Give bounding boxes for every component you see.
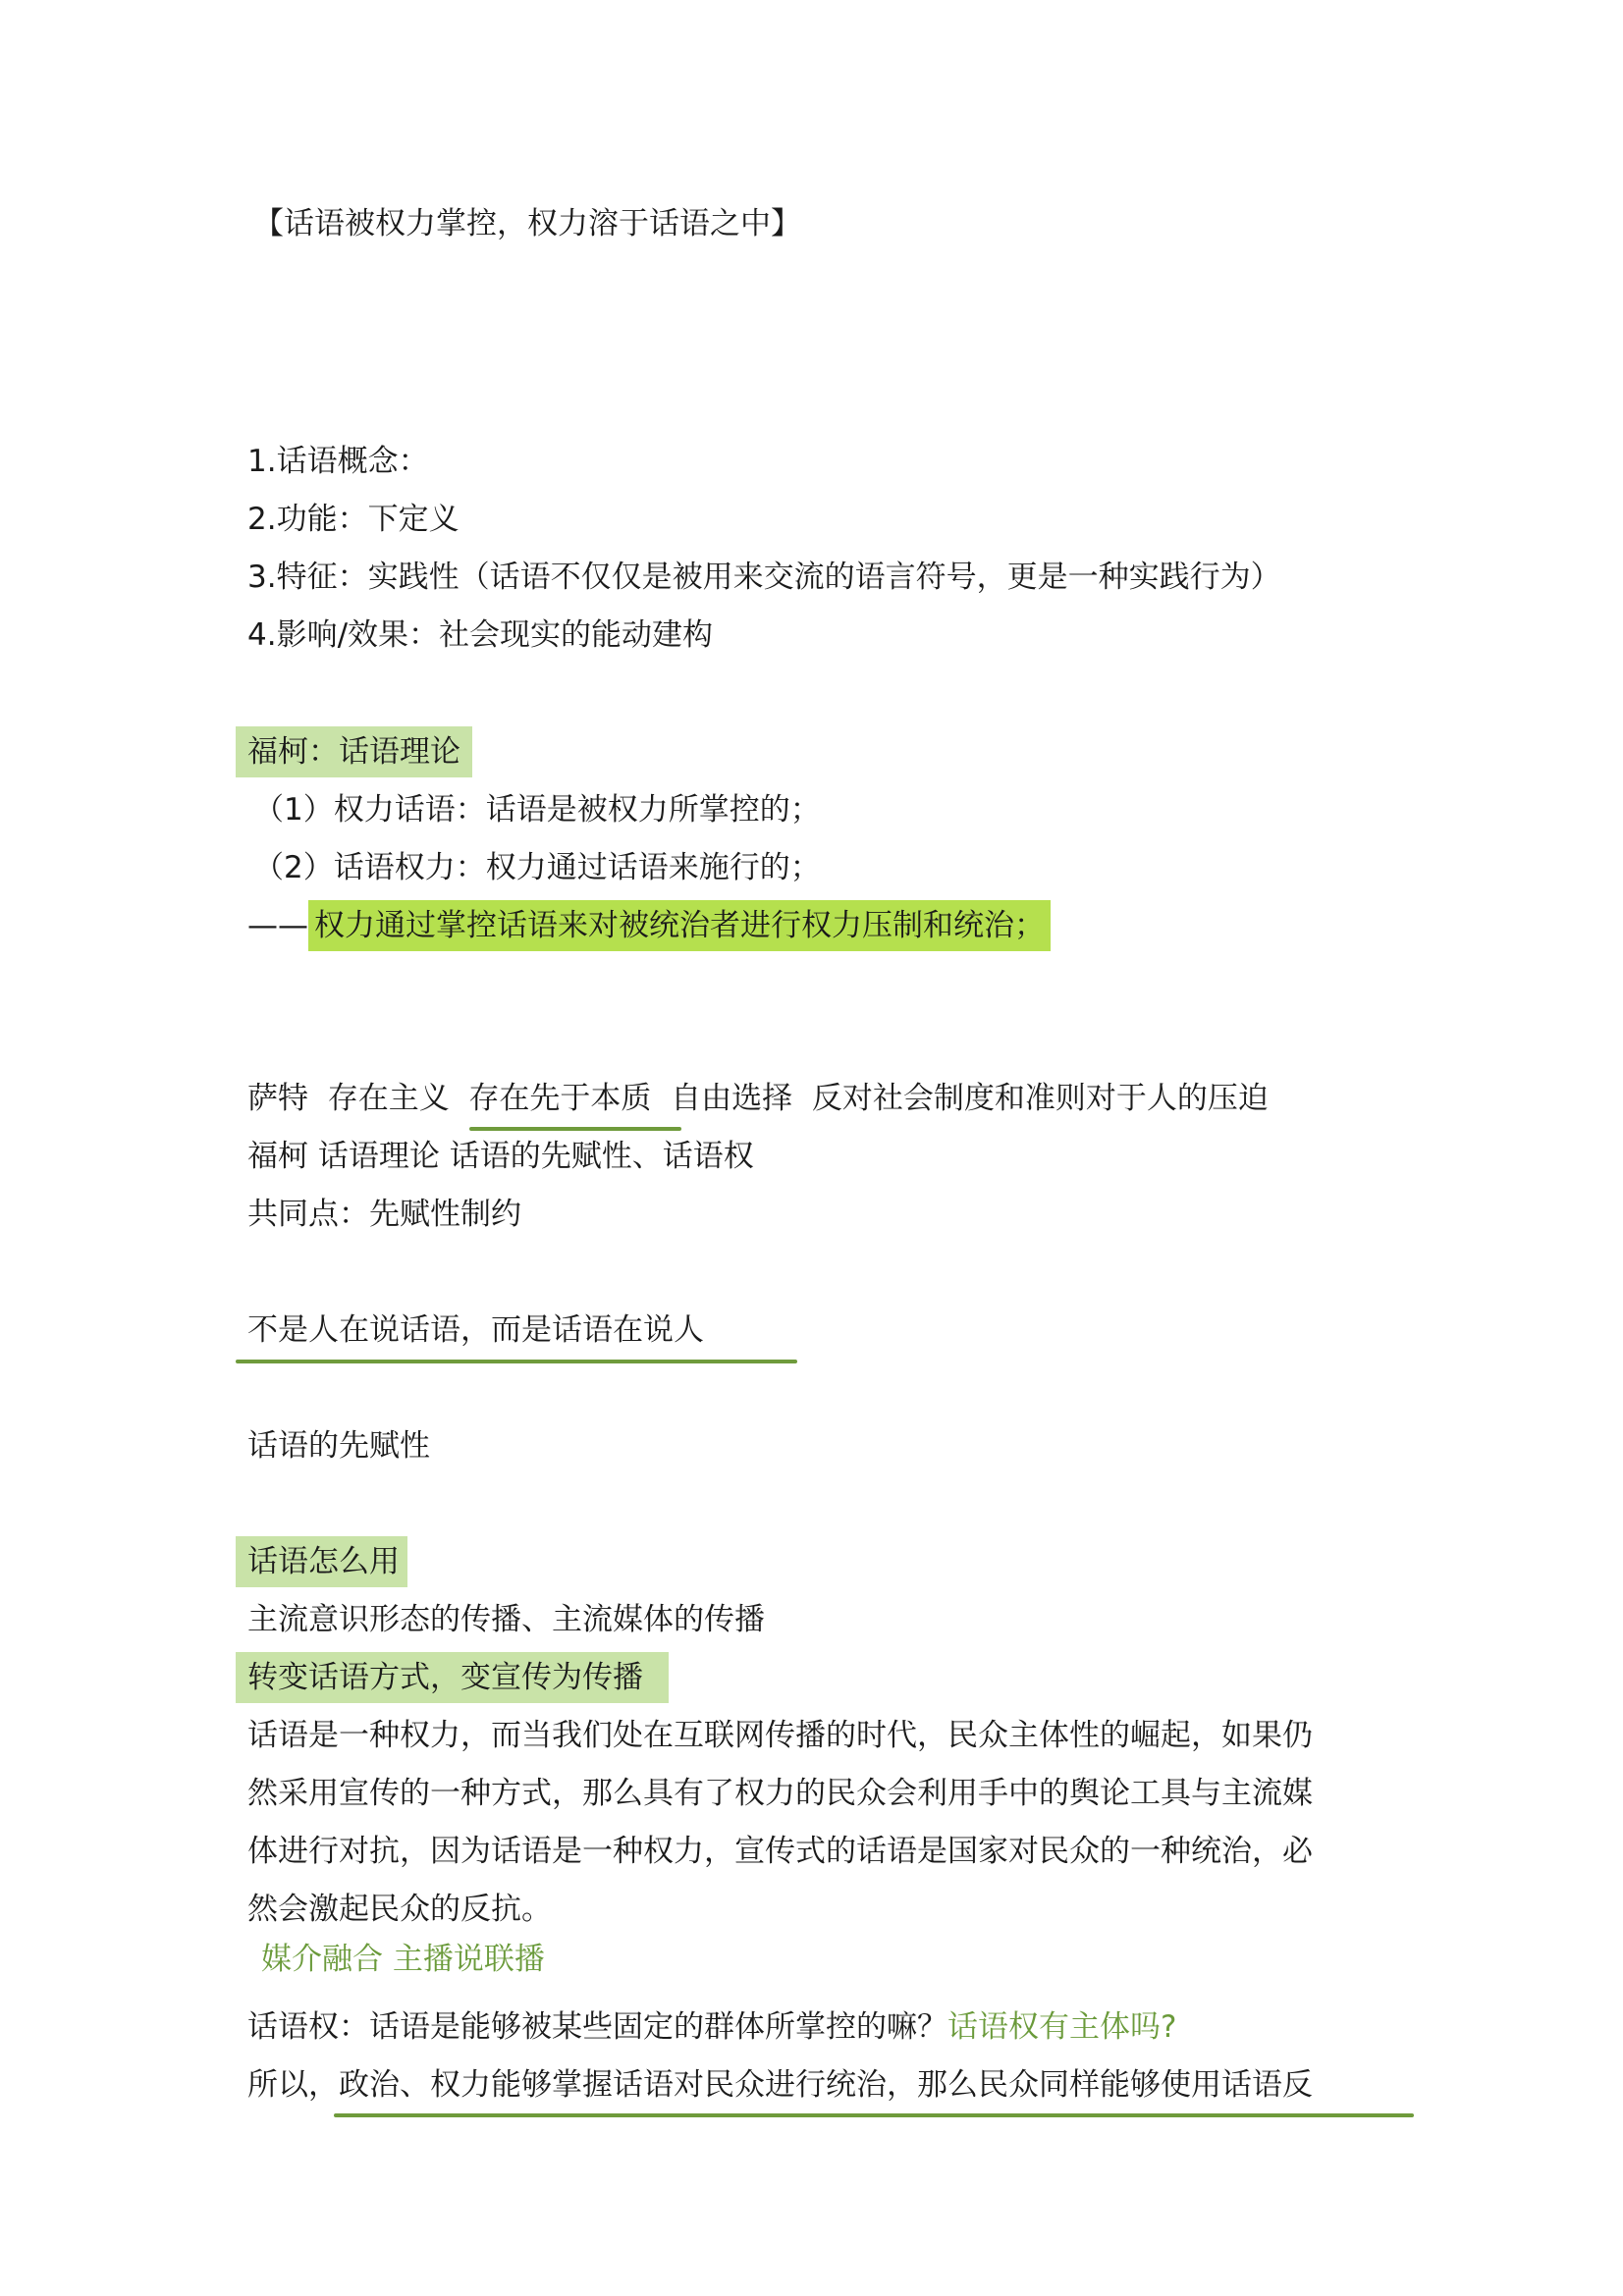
foucault-point-2: （2）话语权力：权力通过话语来施行的； <box>253 850 821 885</box>
sartre-line-part-a: 萨特 存在主义 <box>247 1081 469 1116</box>
priori-text: 话语的先赋性 <box>247 1428 430 1464</box>
foucault-conclusion-text: 权力通过掌控话语来对被统治者进行权力压制和统治； <box>308 900 1051 951</box>
underline-slogan <box>236 1360 797 1363</box>
concept-item-2: 2.功能：下定义 <box>247 502 460 537</box>
foucault-compare-line: 福柯 话语理论 话语的先赋性、话语权 <box>247 1139 754 1174</box>
usage-para-line-2: 然采用宣传的一种方式，那么具有了权力的民众会利用手中的舆论工具与主流媒 <box>247 1776 1313 1811</box>
foucault-heading-text: 福柯：话语理论 <box>236 726 472 777</box>
usage-line-1: 主流意识形态的传播、主流媒体的传播 <box>247 1602 765 1637</box>
em-dash: —— <box>247 908 308 943</box>
usage-line-2 <box>247 1656 669 1699</box>
underline-sartre <box>469 1127 681 1131</box>
sartre-line-part-c: 自由选择 反对社会制度和准则对于人的压迫 <box>651 1081 1269 1116</box>
concept-item-3: 3.特征：实践性（话语不仅仅是被用来交流的语言符号，更是一种实践行为） <box>247 560 1281 595</box>
usage-para-line-1: 话语是一种权力，而当我们处在互联网传播的时代，民众主体性的崛起，如果仍 <box>247 1718 1313 1753</box>
slogan: 不是人在说话语，而是话语在说人 <box>247 1312 704 1348</box>
usage-heading <box>247 1540 407 1583</box>
discourse-right-question <box>247 2005 1176 2049</box>
underline-last <box>334 2113 1414 2117</box>
foucault-heading <box>247 730 472 774</box>
foucault-conclusion <box>247 904 1051 947</box>
usage-line-2-text: 转变话语方式，变宣传为传播 <box>236 1652 669 1703</box>
sartre-line <box>247 1077 1269 1120</box>
usage-heading-text: 话语怎么用 <box>236 1536 407 1587</box>
usage-para-line-3: 体进行对抗，因为话语是一种权力，宣传式的话语是国家对民众的一种统治，必 <box>247 1834 1313 1869</box>
sartre-line-emphasis: 存在先于本质 <box>468 1081 652 1116</box>
media-fusion: 媒介融合 主播说联播 <box>261 1942 545 1977</box>
usage-para-line-4: 然会激起民众的反抗。 <box>247 1892 552 1927</box>
common-point: 共同点：先赋性制约 <box>247 1197 521 1232</box>
question-text: 话语权：话语是能够被某些固定的群体所掌控的嘛？ <box>247 2009 947 2045</box>
concept-item-1: 1.话语概念： <box>247 444 429 479</box>
question-green-text: 话语权有主体吗? <box>947 2009 1177 2045</box>
foucault-point-1: （1）权力话语：话语是被权力所掌控的； <box>253 792 821 828</box>
concept-item-4: 4.影响/效果：社会现实的能动建构 <box>247 617 714 653</box>
page-title: 【话语被权力掌控，权力溶于话语之中】 <box>253 206 801 241</box>
last-line: 所以，政治、权力能够掌握话语对民众进行统治，那么民众同样能够使用话语反 <box>247 2067 1313 2103</box>
